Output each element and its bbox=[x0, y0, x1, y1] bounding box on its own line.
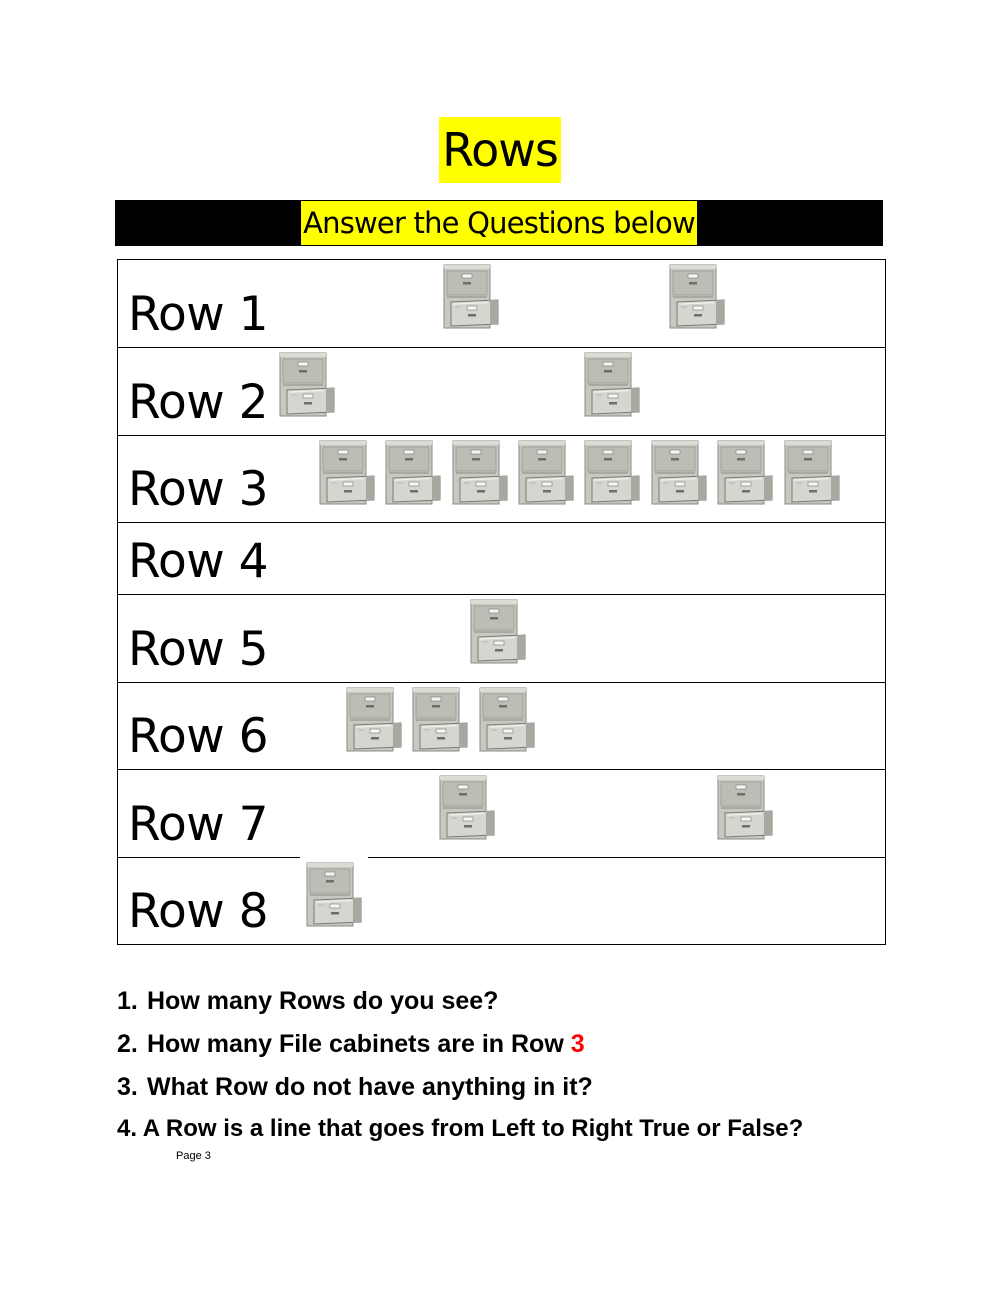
file-cabinet-icon bbox=[651, 440, 709, 506]
file-cabinet-icon bbox=[717, 775, 775, 841]
table-row bbox=[118, 348, 885, 436]
question-text: How many File cabinets are in Row bbox=[147, 1030, 571, 1058]
file-cabinet-icon bbox=[518, 440, 576, 506]
row-label: Row 7 bbox=[128, 797, 269, 852]
row-label: Row 6 bbox=[128, 709, 269, 764]
question-number: 3. bbox=[117, 1073, 138, 1101]
question-highlight: 3 bbox=[570, 1030, 585, 1058]
instruction-banner bbox=[115, 200, 883, 246]
file-cabinet-icon bbox=[784, 440, 842, 506]
file-cabinet-icon bbox=[717, 440, 775, 506]
file-cabinet-icon bbox=[452, 440, 510, 506]
question-text: A Row is a line that goes from Left to Right True or False? bbox=[137, 1115, 804, 1142]
question-text: What Row do not have anything in it? bbox=[147, 1073, 593, 1101]
question-item bbox=[117, 984, 498, 1018]
row-label: Row 8 bbox=[128, 884, 269, 939]
row-label: Row 4 bbox=[128, 534, 269, 589]
file-cabinet-icon bbox=[669, 264, 727, 330]
row-label: Row 5 bbox=[128, 622, 269, 677]
question-number: 1. bbox=[117, 987, 138, 1015]
question-text: How many Rows do you see? bbox=[147, 987, 499, 1015]
file-cabinet-icon bbox=[439, 775, 497, 841]
instruction-text: Answer the Questions below bbox=[301, 201, 697, 245]
file-cabinet-icon bbox=[385, 440, 443, 506]
file-cabinet-icon bbox=[279, 352, 337, 418]
file-cabinet-icon bbox=[346, 687, 404, 753]
file-cabinet-icon bbox=[584, 440, 642, 506]
row-label: Row 2 bbox=[128, 375, 269, 430]
table-row bbox=[118, 523, 885, 595]
question-item bbox=[117, 1027, 585, 1061]
question-number: 4. bbox=[117, 1115, 138, 1142]
file-cabinet-icon bbox=[319, 440, 377, 506]
file-cabinet-icon bbox=[584, 352, 642, 418]
file-cabinet-icon bbox=[443, 264, 501, 330]
file-cabinet-icon bbox=[479, 687, 537, 753]
table-row bbox=[118, 858, 885, 944]
file-cabinet-icon bbox=[470, 599, 528, 665]
question-number: 2. bbox=[117, 1030, 138, 1058]
row-label: Row 1 bbox=[128, 287, 269, 342]
file-cabinet-icon bbox=[306, 862, 364, 928]
file-cabinet-icon bbox=[412, 687, 470, 753]
question-item bbox=[117, 1112, 803, 1146]
page-number: Page 3 bbox=[176, 1150, 211, 1162]
divider-gap bbox=[300, 855, 368, 861]
question-item bbox=[117, 1070, 593, 1104]
row-label: Row 3 bbox=[128, 462, 269, 517]
table-row bbox=[118, 260, 885, 348]
title-wrapper bbox=[0, 117, 1000, 183]
page-title: Rows bbox=[439, 117, 561, 183]
